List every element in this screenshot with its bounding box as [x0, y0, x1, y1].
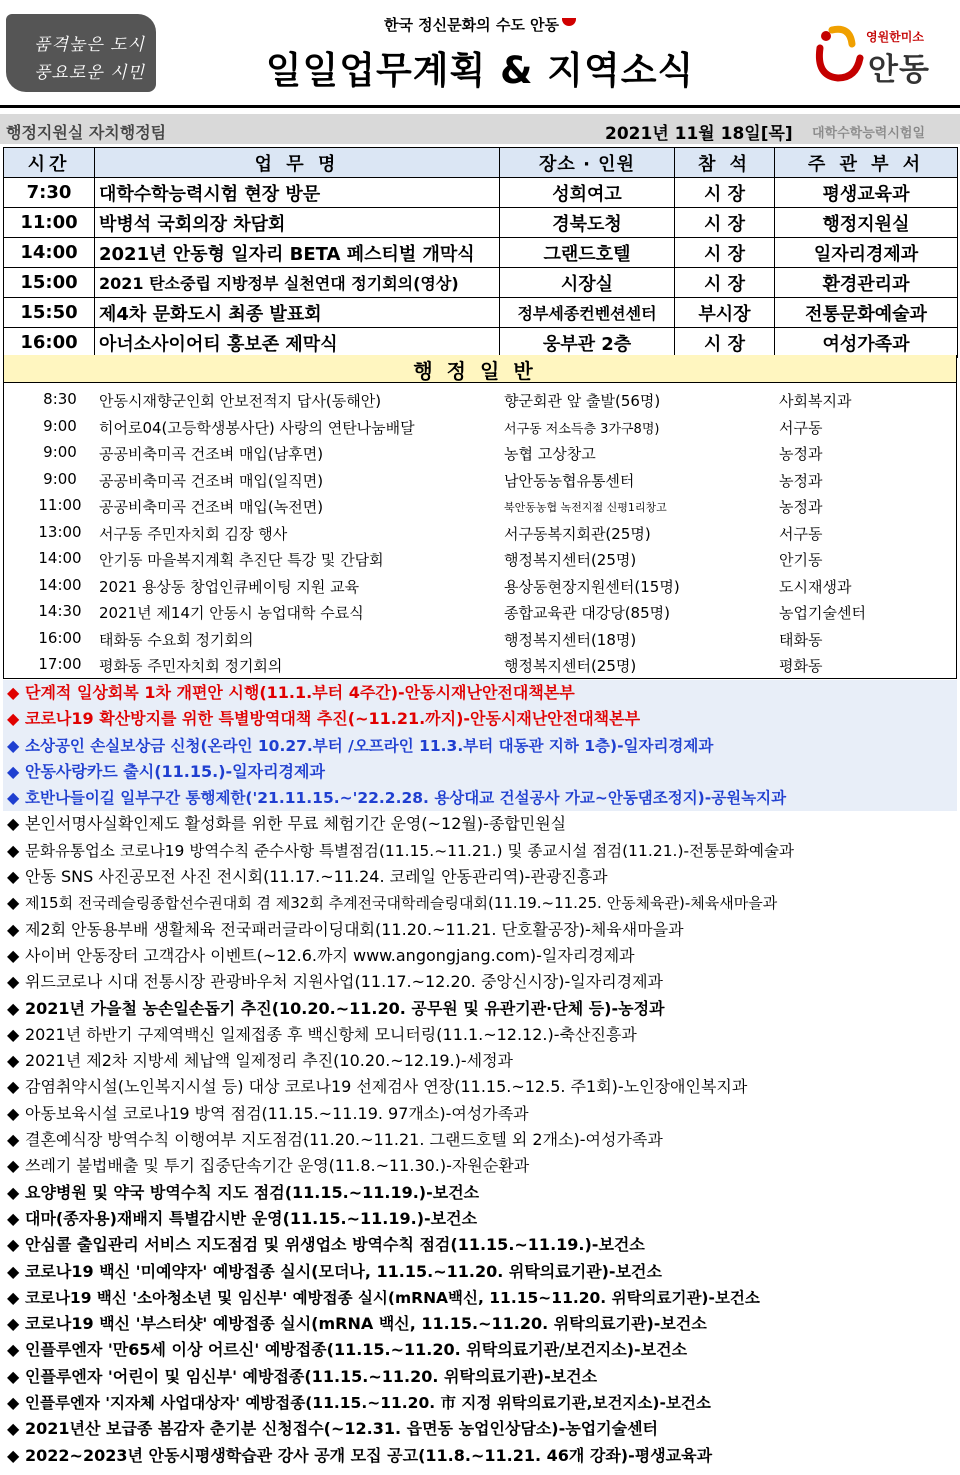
admin-section-heading: 행정일반 [3, 355, 957, 383]
admin-dept: 농정과 [779, 498, 823, 516]
diamond-bullet-icon: ◆ [7, 840, 20, 860]
notice-text: 제15회 전국레슬링종합선수권대회 겸 제32회 추계전국대학레슬링대회(11.19.~11.25. 안동체육관)-체육새마을과 [25, 894, 778, 913]
notice-text: 아동보육시설 코로나19 방역 점검(11.15.~11.19. 97개소)-여성가족과 [25, 1103, 529, 1123]
notice-text: 안동사랑카드 출시(11.15.)-일자리경제과 [25, 761, 325, 781]
admin-task: 히어로04(고등학생봉사단) 사랑의 연탄나눔배달 [99, 418, 415, 437]
notice-text: 코로나19 백신 '미예약자' 예방접종 실시(모더나, 11.15.~11.20. 위탁의료기관)-보건소 [25, 1261, 662, 1281]
schedule-dept: 환경관리과 [775, 268, 958, 298]
admin-place: 서구동복지회관(25명) [504, 524, 651, 543]
admin-task: 태화동 수요회 정기회의 [99, 630, 254, 649]
schedule-dept: 일자리경제과 [775, 238, 958, 268]
list-item [4, 573, 958, 599]
schedule-time: 11:00 [4, 208, 95, 238]
date-note: 대학수학능력시험일 [812, 126, 926, 141]
table-row [4, 328, 958, 358]
slogan-brush-logo [6, 14, 156, 92]
col-header-place: 장소 · 인원 [500, 148, 675, 178]
list-item [3, 1048, 957, 1074]
list-item [3, 1232, 957, 1258]
diamond-bullet-icon: ◆ [7, 1314, 20, 1334]
report-date: 2021년 11월 18일[목] [605, 124, 793, 144]
list-item [3, 1364, 957, 1390]
list-item [4, 652, 958, 678]
schedule-attend: 시 장 [675, 268, 775, 298]
notice-text: 호반나들이길 일부구간 통행제한('21.11.15.~'22.2.28. 용상대교 건설공사 가교~안동댐조정지)-공원녹지과 [25, 789, 787, 808]
list-item [3, 1337, 957, 1363]
list-item [4, 414, 958, 440]
diamond-bullet-icon: ◆ [7, 1445, 20, 1465]
notice-text: 2021년 가을철 농손일손돕기 추진(10.20.~11.20. 공무원 및 유관기관·단체 등)-농정과 [25, 998, 665, 1018]
notice-text: 대마(종자용)재배지 특별감시반 운영(11.15.~11.19.)-보건소 [25, 1208, 478, 1228]
list-item [3, 1443, 957, 1469]
notice-text: 코로나19 확산방지를 위한 특별방역대책 추진(~11.21.까지)-안동시재난안전대책본부 [25, 709, 641, 729]
list-item [3, 1390, 957, 1416]
notice-list [3, 680, 957, 1469]
admin-time: 9:00 [43, 469, 77, 488]
diamond-bullet-icon: ◆ [7, 919, 20, 939]
list-item [3, 1259, 957, 1285]
list-item [3, 1180, 957, 1206]
schedule-place: 그랜드호텔 [500, 238, 675, 268]
schedule-task: 2021 탄소중립 지방정부 실천연대 정기회의(영상) [95, 268, 500, 298]
admin-place: 종합교육관 대강당(85명) [504, 604, 670, 622]
table-row [4, 238, 958, 268]
diamond-bullet-icon: ◆ [7, 1366, 20, 1386]
schedule-dept: 행정지원실 [775, 208, 958, 238]
admin-time: 14:00 [38, 549, 82, 567]
notice-text: 인플루엔자 '지자체 사업대상자' 예방접종(11.15.~11.20. 市 지정 위탁의료기관,보건지소)-보건소 [25, 1394, 711, 1413]
list-item [3, 759, 957, 785]
admin-dept: 태화동 [779, 630, 823, 649]
schedule-attend: 부시장 [675, 298, 775, 328]
list-item [4, 599, 958, 625]
schedule-dept: 평생교육과 [775, 178, 958, 208]
schedule-attend: 시 장 [675, 328, 775, 358]
table-row [4, 268, 958, 298]
notice-text: 2021년 하반기 구제역백신 일제접종 후 백신항체 모니터링(11.1.~12.12.)-축산진흥과 [25, 1024, 637, 1044]
notice-text: 인플루엔자 '어린이 및 임신부' 예방접종(11.15.~11.20. 위탁의료기관)-보건소 [25, 1366, 598, 1386]
list-item [3, 1206, 957, 1232]
schedule-dept: 여성가족과 [775, 328, 958, 358]
diamond-bullet-icon: ◆ [7, 735, 20, 755]
schedule-attend: 시 장 [675, 238, 775, 268]
notice-text: 안동 SNS 사진공모전 사진 전시회(11.17.~11.24. 코레일 안동관리역)-관광진흥과 [25, 867, 608, 887]
team-name: 행정지원실 자치행정팀 [6, 123, 167, 142]
admin-task: 서구동 주민자치회 김장 행사 [99, 524, 288, 543]
list-item [3, 1127, 957, 1153]
admin-task: 안동시재향군인회 안보전적지 답사(동해안) [99, 392, 382, 410]
list-item [3, 1311, 957, 1337]
notice-text: 사이버 안동장터 고객감사 이벤트(~12.6.까지 www.angongjang.com)-일자리경제과 [25, 945, 635, 965]
list-item [3, 1101, 957, 1127]
list-item [3, 943, 957, 969]
schedule-dept: 전통문화예술과 [775, 298, 958, 328]
admin-dept: 농정과 [779, 471, 823, 490]
admin-task: 공공비축미곡 건조벼 매입(남후면) [99, 445, 324, 463]
schedule-task: 2021년 안동형 일자리 BETA 페스티벌 개막식 [95, 238, 500, 268]
list-item [4, 546, 958, 572]
list-item [3, 864, 957, 890]
list-item [3, 969, 957, 995]
diamond-bullet-icon: ◆ [7, 972, 20, 992]
schedule-time: 16:00 [4, 328, 95, 358]
admin-place: 농협 고상창고 [504, 445, 596, 463]
schedule-attend: 시 장 [675, 208, 775, 238]
admin-time: 17:00 [38, 655, 82, 673]
diamond-bullet-icon: ◆ [7, 1261, 20, 1281]
page-header [0, 0, 960, 108]
schedule-time: 15:00 [4, 268, 95, 298]
logo-name: 안동 [868, 52, 930, 88]
list-item [3, 811, 957, 837]
notice-text: 단계적 일상회복 1차 개편안 시행(11.1.부터 4주간)-안동시재난안전대책본부 [25, 683, 575, 702]
diamond-bullet-icon: ◆ [7, 998, 20, 1018]
diamond-bullet-icon: ◆ [7, 893, 20, 913]
diamond-bullet-icon: ◆ [7, 683, 20, 702]
admin-time: 14:00 [38, 575, 82, 594]
schedule-time: 14:00 [4, 238, 95, 268]
admin-dept: 평화동 [779, 657, 823, 675]
list-item [3, 917, 957, 943]
admin-place: 서구동 저소득층 3가구8명) [504, 421, 660, 437]
notice-text: 감염취약시설(노인복지시설 등) 대상 코로나19 선제검사 연장(11.15.~12.5. 주1회)-노인장애인복지과 [25, 1077, 748, 1097]
page-title: 일일업무계획 & 지역소식 [265, 49, 695, 92]
diamond-bullet-icon: ◆ [7, 1024, 20, 1044]
admin-dept: 사회복지과 [779, 392, 852, 410]
list-item [4, 387, 958, 413]
list-item [4, 467, 958, 493]
diamond-bullet-icon: ◆ [7, 945, 20, 965]
list-item [3, 1074, 957, 1100]
col-header-task: 업 무 명 [95, 148, 500, 178]
admin-place: 용상동현장지원센터(15명) [504, 577, 680, 596]
admin-dept: 농업기술센터 [779, 604, 866, 622]
list-item [3, 1153, 957, 1179]
list-item [4, 626, 958, 652]
diamond-bullet-icon: ◆ [7, 1235, 20, 1255]
schedule-place: 성희여고 [500, 178, 675, 208]
slogan-line-2: 풍요로운 시민 [34, 63, 145, 83]
admin-place: 북안동농협 녹전지점 신평1리창고 [504, 501, 667, 514]
col-header-time: 시간 [4, 148, 95, 178]
admin-place: 남안동농협유통센터 [504, 471, 635, 490]
admin-time: 11:00 [38, 496, 82, 514]
schedule-task: 박병석 국회의장 차담회 [95, 208, 500, 238]
admin-time: 9:00 [43, 416, 77, 435]
schedule-table [3, 147, 958, 358]
notice-text: 제2회 안동용부배 생활체육 전국패러글라이딩대회(11.20.~11.21. 단호활공장)-체육새마을과 [25, 919, 684, 939]
admin-task: 공공비축미곡 건조벼 매입(녹전면) [99, 498, 324, 516]
admin-task: 평화동 주민자치회 정기회의 [99, 657, 283, 675]
admin-list [3, 383, 957, 679]
diamond-bullet-icon: ◆ [7, 709, 20, 729]
diamond-bullet-icon: ◆ [7, 1156, 20, 1176]
notice-text: 소상공인 손실보상금 신청(온라인 10.27.부터 /오프라인 11.3.부터 대동관 지하 1층)-일자리경제과 [25, 736, 714, 755]
diamond-bullet-icon: ◆ [7, 788, 20, 808]
admin-dept: 서구동 [779, 524, 823, 543]
diamond-bullet-icon: ◆ [7, 867, 20, 887]
list-item [3, 785, 957, 811]
schedule-place: 웅부관 2층 [500, 328, 675, 358]
smile-mark-icon [562, 18, 576, 26]
admin-time: 14:30 [38, 602, 82, 620]
list-item [3, 1416, 957, 1442]
notice-text: 2021년 제2차 지방세 체납액 일제정리 추진(10.20.~12.19.)-세정과 [25, 1051, 513, 1071]
list-item [3, 680, 957, 706]
admin-dept: 서구동 [779, 418, 823, 437]
admin-place: 행정복지센터(25명) [504, 551, 637, 569]
schedule-task: 제4차 문화도시 최종 발표회 [95, 298, 500, 328]
diamond-bullet-icon: ◆ [7, 1130, 20, 1150]
notice-text: 결혼예식장 방역수칙 이행여부 지도점검(11.20.~11.21. 그랜드호텔 외 2개소)-여성가족과 [25, 1130, 663, 1150]
kicker-text: 한국 정신문화의 수도 안동 [383, 16, 560, 34]
schedule-task: 대학수학능력시험 현장 방문 [95, 178, 500, 208]
schedule-time: 15:50 [4, 298, 95, 328]
schedule-place: 시장실 [500, 268, 675, 298]
notice-text: 쓰레기 불법배출 및 투기 집중단속기간 운영(11.8.~11.30.)-자원순환과 [25, 1156, 530, 1176]
info-bar [0, 114, 960, 144]
notice-text: 코로나19 백신 '부스터샷' 예방접종 실시(mRNA 백신, 11.15.~11.20. 위탁의료기관)-보건소 [25, 1314, 707, 1334]
logo-caption: 영원한미소 [866, 30, 924, 44]
table-row [4, 298, 958, 328]
admin-time: 13:00 [38, 522, 82, 541]
notice-text: 안심콜 출입관리 서비스 지도점검 및 위생업소 방역수칙 점검(11.15.~11.19.)-보건소 [25, 1235, 645, 1255]
notice-text: 인플루엔자 '만65세 이상 어르신' 예방접종(11.15.~11.20. 위탁의료기관/보건지소)-보건소 [25, 1340, 688, 1360]
admin-time: 16:00 [38, 628, 82, 647]
admin-dept: 농정과 [779, 445, 823, 463]
admin-place: 행정복지센터(18명) [504, 630, 637, 649]
list-item [3, 996, 957, 1022]
diamond-bullet-icon: ◆ [7, 1208, 20, 1228]
schedule-place: 정부세종컨벤션센터 [500, 298, 675, 328]
admin-dept: 도시재생과 [779, 577, 852, 596]
notice-text: 2022~2023년 안동시평생학습관 강사 공개 모집 공고(11.8.~11.21. 46개 강좌)-평생교육과 [25, 1445, 713, 1465]
col-header-attend: 참 석 [675, 148, 775, 178]
list-item [3, 706, 957, 732]
admin-time: 8:30 [43, 390, 77, 408]
list-item [3, 838, 957, 864]
list-item [3, 1285, 957, 1311]
diamond-bullet-icon: ◆ [7, 1103, 20, 1123]
list-item [4, 440, 958, 466]
diamond-bullet-icon: ◆ [7, 1182, 20, 1202]
notice-text: 본인서명사실확인제도 활성화를 위한 무료 체험기간 운영(~12월)-종합민원실 [25, 814, 567, 834]
admin-time: 9:00 [43, 443, 77, 461]
slogan-line-1: 품격높은 도시 [34, 35, 145, 55]
list-item [3, 733, 957, 759]
admin-task: 공공비축미곡 건조벼 매입(일직면) [99, 471, 324, 490]
list-item [3, 890, 957, 916]
diamond-bullet-icon: ◆ [7, 1419, 20, 1439]
table-row [4, 208, 958, 238]
admin-dept: 안기동 [779, 551, 823, 569]
schedule-attend: 시 장 [675, 178, 775, 208]
notice-text: 코로나19 백신 '소아청소년 및 임신부' 예방접종 실시(mRNA백신, 11.15~11.20. 위탁의료기관)-보건소 [25, 1288, 760, 1307]
diamond-bullet-icon: ◆ [7, 814, 20, 834]
notice-text: 문화유통업소 코로나19 방역수칙 준수사항 특별점검(11.15.~11.21.) 및 종교시설 점검(11.21.)-전통문화예술과 [25, 841, 794, 860]
schedule-time: 7:30 [4, 178, 95, 208]
col-header-dept: 주 관 부 서 [775, 148, 958, 178]
diamond-bullet-icon: ◆ [7, 1287, 20, 1307]
notice-text: 위드코로나 시대 전통시장 관광바우처 지원사업(11.17.~12.20. 중앙신시장)-일자리경제과 [25, 972, 664, 992]
notice-text: 2021년산 보급종 봄감자 춘기분 신청접수(~12.31. 읍면동 농업인상담소)-농업기술센터 [25, 1419, 658, 1439]
schedule-place: 경북도청 [500, 208, 675, 238]
diamond-bullet-icon: ◆ [7, 1340, 20, 1360]
admin-task: 2021년 제14기 안동시 농업대학 수료식 [99, 604, 364, 622]
schedule-header-row [4, 148, 958, 178]
schedule-task: 아너소사이어티 홍보존 제막식 [95, 328, 500, 358]
diamond-bullet-icon: ◆ [7, 761, 20, 781]
list-item [4, 520, 958, 546]
list-item [3, 1022, 957, 1048]
header-kicker [300, 14, 660, 35]
diamond-bullet-icon: ◆ [7, 1077, 20, 1097]
admin-task: 안기동 마을복지계획 추진단 특강 및 간담회 [99, 551, 384, 569]
notice-text: 요양병원 및 약국 방역수칙 지도 점검(11.15.~11.19.)-보건소 [25, 1182, 480, 1202]
list-item [4, 493, 958, 519]
admin-task: 2021 용상동 창업인큐베이팅 지원 교육 [99, 577, 360, 596]
diamond-bullet-icon: ◆ [7, 1393, 20, 1413]
admin-place: 행정복지센터(25명) [504, 657, 637, 675]
table-row [4, 178, 958, 208]
admin-place: 향군회관 앞 출발(56명) [504, 392, 661, 410]
diamond-bullet-icon: ◆ [7, 1051, 20, 1071]
